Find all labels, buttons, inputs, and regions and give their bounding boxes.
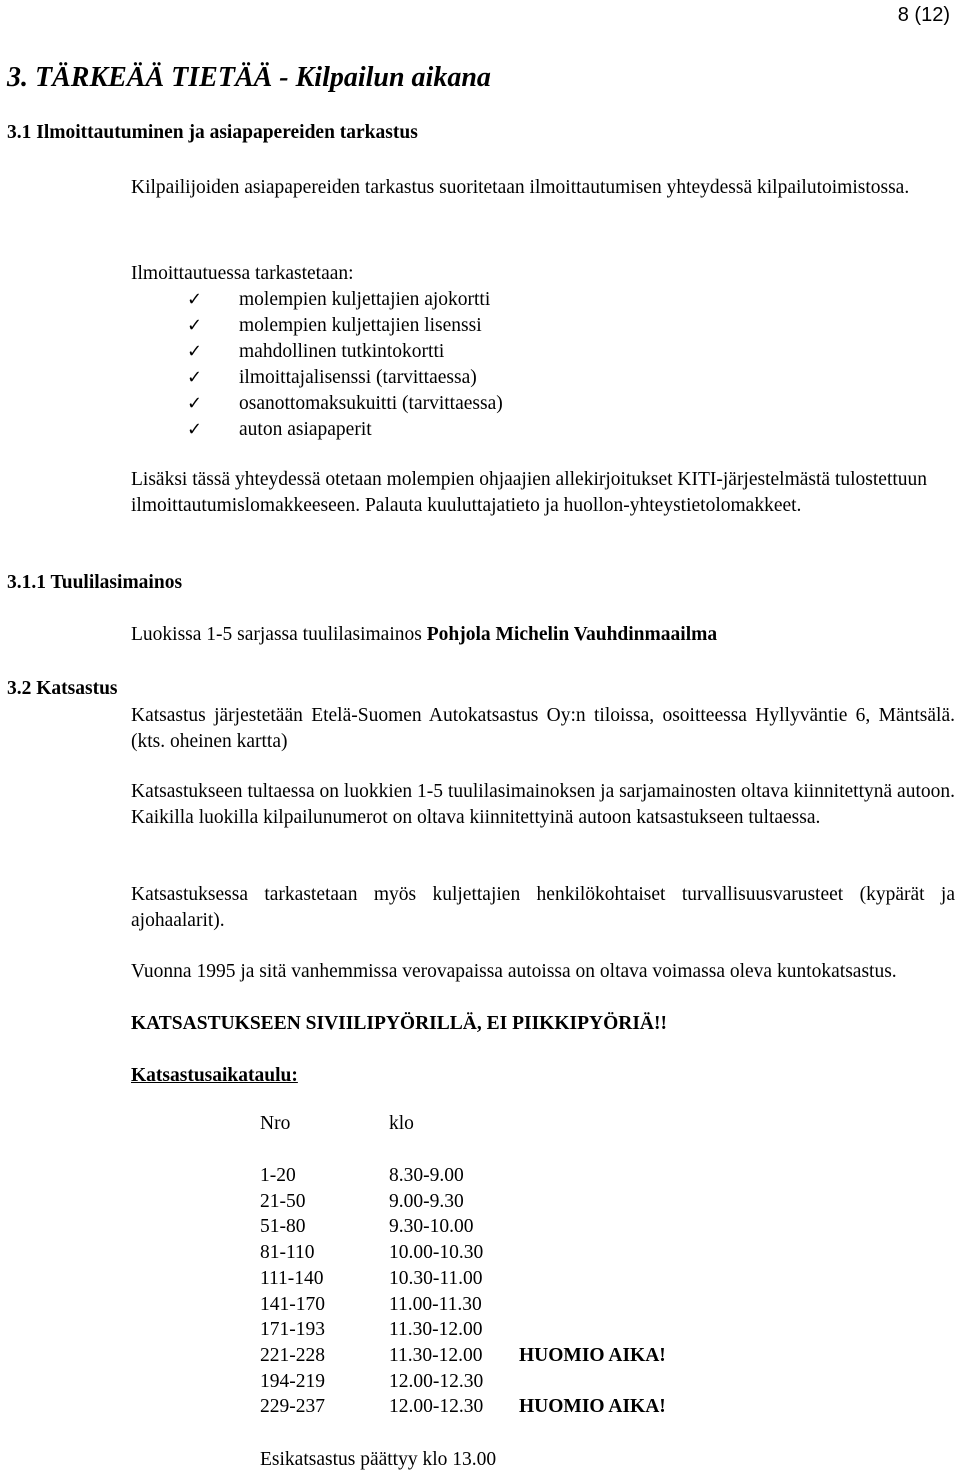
- intro-paragraph: Kilpailijoiden asiapapereiden tarkastus suoritetaan ilmoittautumisen yhteydessä kilpailutoimistossa.: [131, 177, 910, 198]
- checkmark-icon: ✓: [187, 315, 203, 336]
- heading-3-1: 3.1 Ilmoittautuminen ja asiapapereiden tarkastus: [7, 122, 418, 143]
- schedule-note: HUOMIO AIKA!: [519, 1344, 666, 1366]
- windshield-ad-name: Pohjola Michelin Vauhdinmaailma: [426, 624, 718, 645]
- tyre-warning: KATSASTUKSEEN SIVIILIPYÖRILLÄ, EI PIIKKIPYÖRIÄ!!: [131, 1013, 668, 1034]
- schedule-table: [260, 1111, 666, 1420]
- schedule-header-klo: klo: [389, 1113, 414, 1134]
- schedule-note: [519, 1266, 666, 1292]
- checkmark-icon: ✓: [187, 367, 203, 388]
- schedule-nro: 51-80: [260, 1216, 306, 1238]
- checkmark-icon: ✓: [187, 393, 203, 414]
- checklist-item-label: mahdollinen tutkintokortti: [239, 341, 445, 362]
- checkmark-icon: ✓: [187, 419, 203, 440]
- schedule-time: 10.00-10.30: [389, 1242, 484, 1264]
- checklist-item: [187, 313, 503, 339]
- check-heading: Ilmoittautuessa tarkastetaan:: [131, 263, 354, 284]
- schedule-body: [260, 1111, 666, 1420]
- checklist-item: [187, 365, 503, 391]
- schedule-note: [519, 1189, 666, 1215]
- schedule-row: [260, 1369, 666, 1395]
- checklist-item-label: molempien kuljettajien lisenssi: [239, 315, 482, 336]
- checkmark-icon: ✓: [187, 341, 203, 362]
- schedule-note: HUOMIO AIKA!: [519, 1396, 666, 1418]
- schedule-row: [260, 1214, 666, 1240]
- windshield-ad-text: [131, 622, 956, 648]
- schedule-nro: 141-170: [260, 1293, 325, 1315]
- schedule-time: 11.30-12.00: [389, 1344, 483, 1366]
- schedule-time: 11.00-11.30: [389, 1293, 482, 1315]
- checklist-item-label: ilmoittajalisenssi (tarvittaessa): [239, 367, 477, 388]
- checklist-item: [187, 417, 503, 443]
- schedule-row: [260, 1189, 666, 1215]
- section-title: 3. TÄRKEÄÄ TIETÄÄ - Kilpailun aikana: [7, 62, 491, 93]
- schedule-header-row: [260, 1111, 666, 1163]
- schedule-title: Katsastusaikataulu:: [131, 1065, 298, 1086]
- checklist-item-label: molempien kuljettajien ajokortti: [239, 289, 491, 310]
- schedule-row: [260, 1394, 666, 1420]
- schedule-header-nro: Nro: [260, 1113, 291, 1134]
- schedule-note: [519, 1369, 666, 1395]
- schedule-row: [260, 1317, 666, 1343]
- schedule-time: 9.30-10.00: [389, 1216, 474, 1238]
- heading-3-1-1: 3.1.1 Tuulilasimainos: [7, 572, 183, 593]
- schedule-note: [519, 1317, 666, 1343]
- schedule-nro: 194-219: [260, 1370, 325, 1392]
- schedule-nro: 1-20: [260, 1165, 296, 1186]
- schedule-note: [519, 1240, 666, 1266]
- schedule-nro: 111-140: [260, 1267, 324, 1289]
- checklist-item-label: osanottomaksukuitti (tarvittaessa): [239, 393, 503, 414]
- page-number: 8 (12): [897, 4, 950, 26]
- schedule-note: [519, 1214, 666, 1240]
- schedule-time: 12.00-12.30: [389, 1370, 484, 1392]
- schedule-time: 8.30-9.00: [389, 1165, 464, 1186]
- schedule-note: [519, 1292, 666, 1318]
- schedule-nro: 21-50: [260, 1190, 306, 1212]
- schedule-time: 10.30-11.00: [389, 1267, 483, 1289]
- heading-3-2: 3.2 Katsastus: [7, 678, 118, 699]
- schedule-time: 9.00-9.30: [389, 1190, 464, 1212]
- checklist: [187, 287, 503, 443]
- schedule-time: 11.30-12.00: [389, 1319, 483, 1341]
- checklist-item-label: auton asiapaperit: [239, 419, 372, 440]
- schedule-footer: Esikatsastus päättyy klo 13.00: [260, 1449, 497, 1470]
- inspection-location-paragraph: Katsastus järjestetään Etelä-Suomen Autokatsastus Oy:n tiloissa, osoitteessa Hyllyväntie 6, Mäntsälä. (kts. oheinen kartta): [131, 705, 955, 752]
- schedule-nro: 171-193: [260, 1319, 325, 1341]
- old-cars-paragraph: Vuonna 1995 ja sitä vanhemmissa verovapaissa autoissa on oltava voimassa oleva kuntokatsastus.: [131, 961, 897, 982]
- schedule-time: 12.00-12.30: [389, 1396, 484, 1418]
- checklist-item: [187, 287, 503, 313]
- schedule-row: [260, 1343, 666, 1369]
- schedule-nro: 229-237: [260, 1396, 325, 1418]
- schedule-row: [260, 1266, 666, 1292]
- schedule-note: [519, 1163, 666, 1189]
- checkmark-icon: ✓: [187, 289, 203, 310]
- schedule-row: [260, 1163, 666, 1189]
- schedule-row: [260, 1292, 666, 1318]
- safety-gear-paragraph: Katsastuksessa tarkastetaan myös kuljettajien henkilökohtaiset turvallisuusvarusteet (kypärät ja ajohaalarit).: [131, 884, 955, 931]
- checklist-item: [187, 339, 503, 365]
- inspection-ads-paragraph: Katsastukseen tultaessa on luokkien 1-5 tuulilasimainoksen ja sarjamainosten oltava kiinnitettynä autoon. Kaikilla luokilla kilpailunumerot on oltava kiinnitettyinä autoon katsastukseen tultaessa.: [131, 781, 955, 828]
- checklist-item: [187, 391, 503, 417]
- schedule-nro: 221-228: [260, 1344, 325, 1366]
- schedule-nro: 81-110: [260, 1242, 315, 1264]
- schedule-row: [260, 1240, 666, 1266]
- windshield-ad-prefix: Luokissa 1-5 sarjassa tuulilasimainos: [131, 624, 427, 645]
- extra-paragraph: Lisäksi tässä yhteydessä otetaan molempien ohjaajien allekirjoitukset KITI-järjestelmästä tulostettuun ilmoittautumislomakkeeseen. Palauta kuuluttajatieto ja huollon-yhteystietolomakkeet.: [131, 469, 928, 516]
